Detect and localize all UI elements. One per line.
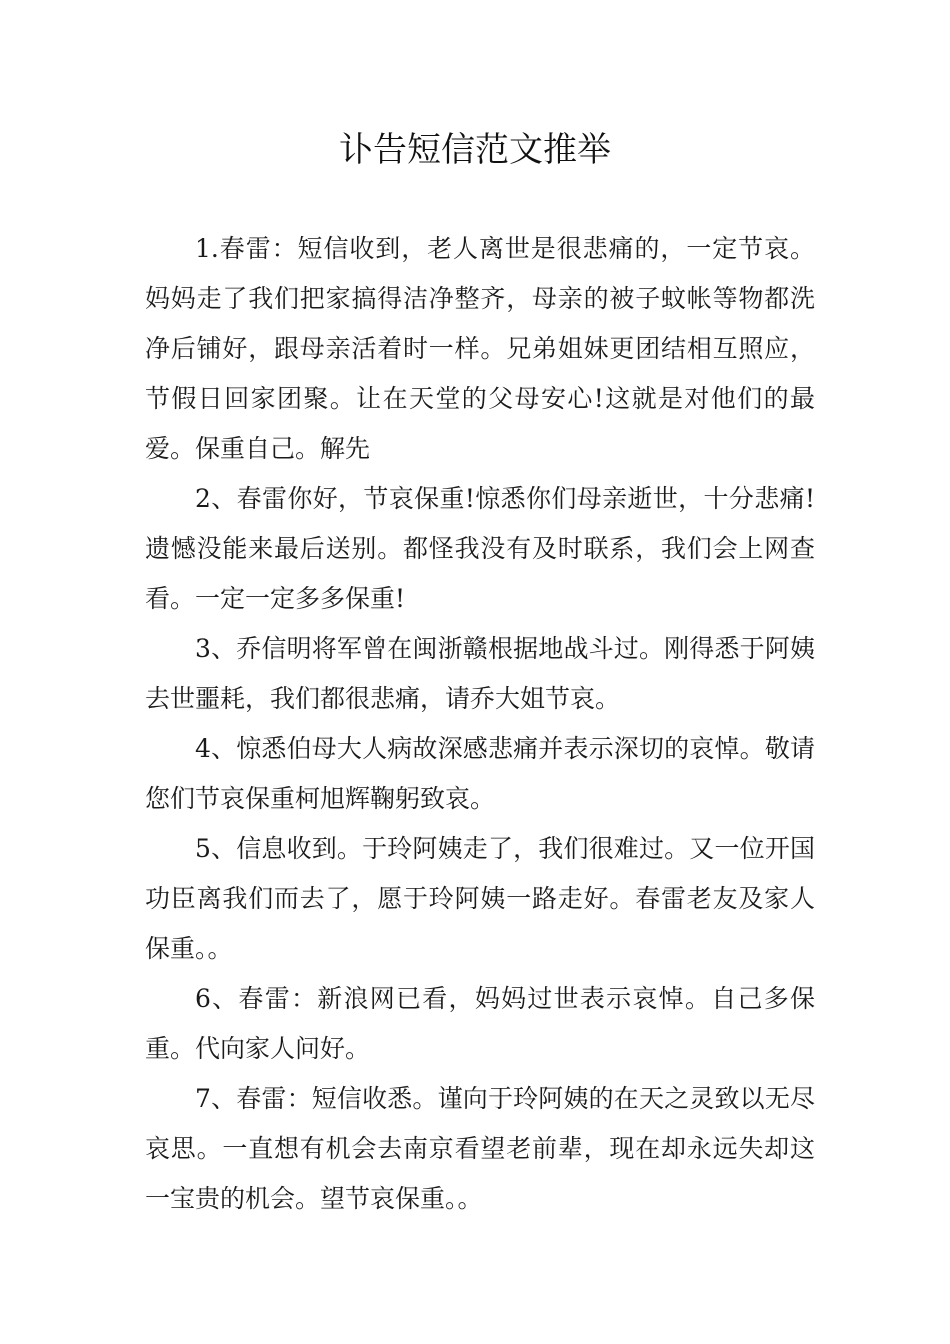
paragraph-1: 1.春雷：短信收到，老人离世是很悲痛的，一定节哀。妈妈走了我们把家搞得洁净整齐，母亲的被子蚊帐等物都洗净后铺好，跟母亲活着时一样。兄弟姐妹更团结相互照应，节假日回家团聚。让在天堂的父母安心!这就是对他们的最爱。保重自己。解先 (145, 234, 815, 463)
paragraph-2: 2、春雷你好，节哀保重!惊悉你们母亲逝世，十分悲痛!遗憾没能来最后送别。都怪我没有及时联系，我们会上网查看。一定一定多多保重! (145, 484, 815, 613)
paragraph-6: 6、春雷：新浪网已看，妈妈过世表示哀悼。自己多保重。代向家人问好。 (145, 984, 815, 1063)
paragraph-3: 3、乔信明将军曾在闽浙赣根据地战斗过。刚得悉于阿姨去世噩耗，我们都很悲痛，请乔大姐节哀。 (145, 634, 815, 713)
document-title: 讣告短信范文推举 (339, 130, 611, 170)
document-body (145, 224, 815, 1224)
paragraph-5: 5、信息收到。于玲阿姨走了，我们很难过。又一位开国功臣离我们而去了，愿于玲阿姨一路走好。春雷老友及家人保重。。 (145, 834, 815, 963)
paragraph-7: 7、春雷：短信收悉。谨向于玲阿姨的在天之灵致以无尽哀思。一直想有机会去南京看望老前辈，现在却永远失却这一宝贵的机会。望节哀保重。。 (145, 1084, 815, 1213)
paragraph-4: 4、惊悉伯母大人病故深感悲痛并表示深切的哀悼。敬请您们节哀保重柯旭辉鞠躬致哀。 (145, 734, 815, 813)
